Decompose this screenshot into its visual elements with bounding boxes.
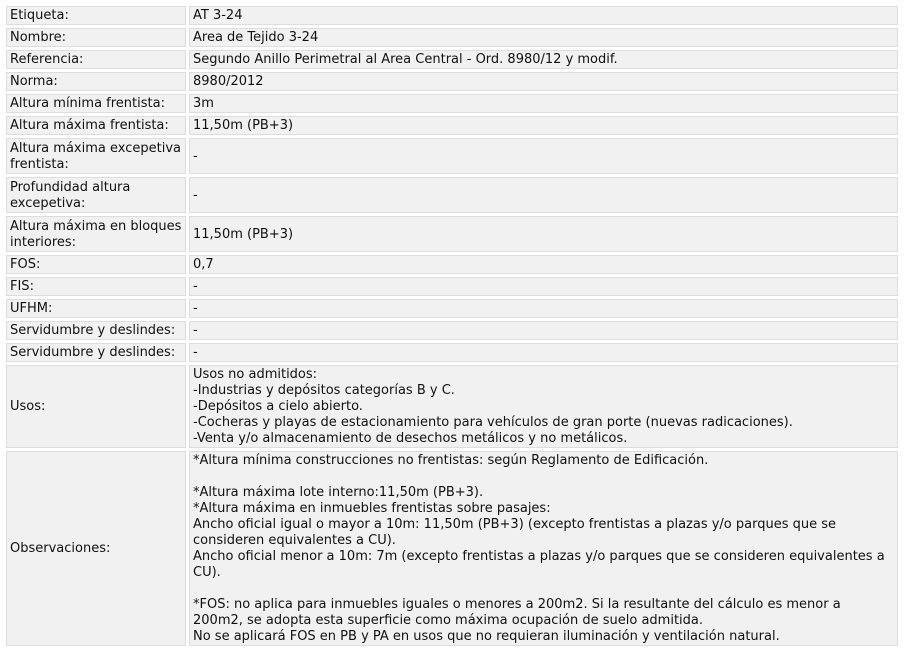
zoning-table [3,3,901,649]
observaciones-line: Ancho oficial igual o mayor a 10m: 11,50m (PB+3) (excepto frentistas a plazas y/o parques que se consideren equivalentes a CU). [193,517,837,548]
observaciones-line: *Altura máxima en inmuebles frentistas sobre pasajes: [193,501,551,516]
table-row [6,6,898,25]
row-label: UFHM: [6,299,186,318]
row-value: - [189,299,898,318]
row-value: 11,50m (PB+3) [189,216,898,252]
table-row [6,50,898,69]
row-label: Altura mínima frentista: [6,94,186,113]
usos-value [189,365,898,448]
row-value: - [189,177,898,213]
row-label: Altura máxima en bloques interiores: [6,216,186,252]
table-row [6,28,898,47]
row-value: 11,50m (PB+3) [189,116,898,135]
table-row [6,216,898,252]
row-value: Segundo Anillo Perimetral al Area Central - Ord. 8980/12 y modif. [189,50,898,69]
row-label: Servidumbre y deslindes: [6,321,186,340]
row-value: - [189,321,898,340]
observaciones-value [189,451,898,646]
table-row [6,116,898,135]
row-label: Nombre: [6,28,186,47]
table-row [6,321,898,340]
row-value: 3m [189,94,898,113]
table-row [6,72,898,91]
row-value: - [189,138,898,174]
observaciones-label: Observaciones: [6,451,186,646]
table-row-observaciones [6,451,898,646]
table-row [6,255,898,274]
observaciones-line: *Altura mínima construcciones no frentistas: según Reglamento de Edificación. [193,453,709,468]
observaciones-line: *FOS: no aplica para inmuebles iguales o menores a 200m2. Si la resultante del cálculo es menor a 200m2, se adopta esta superficie como máxima ocupación de suelo admitida. [193,597,841,628]
table-row [6,94,898,113]
row-label: Altura máxima excepetiva frentista: [6,138,186,174]
table-row [6,138,898,174]
row-value: 0,7 [189,255,898,274]
row-label: Servidumbre y deslindes: [6,343,186,362]
usos-line: -Industrias y depósitos categorías B y C. [193,383,455,398]
table-row [6,277,898,296]
observaciones-line [193,581,894,597]
row-label: FIS: [6,277,186,296]
usos-label: Usos: [6,365,186,448]
row-value: - [189,277,898,296]
table-row [6,343,898,362]
row-value: 8980/2012 [189,72,898,91]
row-value: AT 3-24 [189,6,898,25]
row-label: Etiqueta: [6,6,186,25]
row-value: - [189,343,898,362]
usos-line: -Venta y/o almacenamiento de desechos metálicos y no metálicos. [193,431,628,446]
row-label: Norma: [6,72,186,91]
observaciones-line [193,469,894,485]
usos-line: Usos no admitidos: [193,367,318,382]
row-label: Profundidad altura excepetiva: [6,177,186,213]
row-value: Area de Tejido 3-24 [189,28,898,47]
row-label: Altura máxima frentista: [6,116,186,135]
usos-line: -Cocheras y playas de estacionamiento para vehículos de gran porte (nuevas radicaciones). [193,415,793,430]
table-row [6,299,898,318]
usos-line: -Depósitos a cielo abierto. [193,399,363,414]
row-label: FOS: [6,255,186,274]
observaciones-line: Ancho oficial menor a 10m: 7m (excepto frentistas a plazas y/o parques que se consideren equivalentes a CU). [193,549,885,580]
table-row-usos [6,365,898,448]
observaciones-line: *Altura máxima lote interno:11,50m (PB+3). [193,485,484,500]
table-row [6,177,898,213]
observaciones-line: No se aplicará FOS en PB y PA en usos que no requieran iluminación y ventilación natural. [193,629,780,644]
row-label: Referencia: [6,50,186,69]
